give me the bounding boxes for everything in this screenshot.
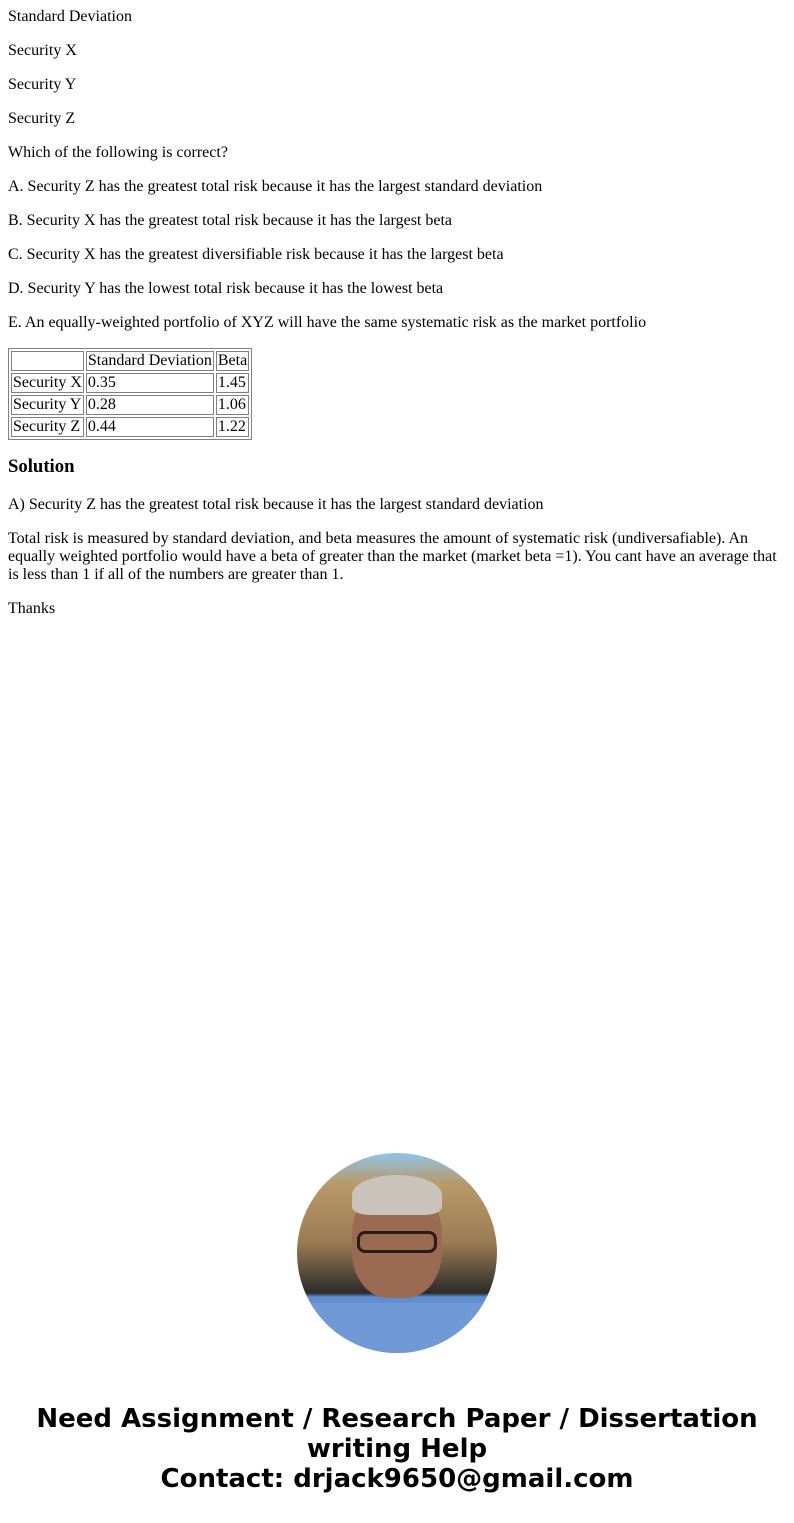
author-photo [297,1153,497,1353]
option-e: E. An equally-weighted portfolio of XYZ will have the same systematic risk as the market portfolio [8,314,647,331]
question-line: Security X [8,42,77,59]
table-cell: 1.06 [216,395,249,415]
solution-heading: Solution [8,456,75,477]
table-cell: 1.45 [216,373,249,393]
option-d: D. Security Y has the lowest total risk because it has the lowest beta [8,280,444,297]
header-cell [11,351,84,371]
footer-line: writing Help [306,1434,488,1464]
photo-shirt [297,1303,497,1353]
table-cell: Security Z [11,417,84,437]
solution-answer: A) Security Z has the greatest total risk because it has the largest standard deviation [8,496,544,513]
photo-hair [352,1175,442,1215]
table-cell: Security Y [11,395,84,415]
table-row [11,373,249,393]
question-line: Security Z [8,110,76,127]
question-prompt: Which of the following is correct? [8,144,228,161]
solution-explanation: Total risk is measured by standard deviation, and beta measures the amount of systematic risk (undiversafiable). An equally weighted portfolio would have a beta of greater than the market (market beta =1). You cant have an average that is less than 1 if all of the numbers are greater than 1. [8,530,777,583]
table-cell: 1.22 [216,417,249,437]
photo-glasses [357,1231,437,1253]
header-cell: Standard Deviation [87,352,212,369]
footer-line: Need Assignment / Research Paper / Dissertation [36,1404,758,1434]
option-b: B. Security X has the greatest total risk because it has the largest beta [8,212,453,229]
table-header-row [11,351,249,371]
option-c: C. Security X has the greatest diversifiable risk because it has the largest beta [8,246,504,263]
solution-thanks: Thanks [8,600,56,617]
table-cell: 0.35 [86,373,214,393]
contact-footer [0,1404,794,1494]
table-row [11,417,249,437]
header-cell: Beta [217,352,248,369]
securities-table [8,348,252,440]
table-row [11,395,249,415]
question-line: Standard Deviation [8,8,132,25]
document [0,0,794,618]
footer-contact: Contact: drjack9650@gmail.com [160,1464,634,1494]
question-line: Security Y [8,76,77,93]
table-cell: Security X [13,374,82,391]
option-a: A. Security Z has the greatest total risk because it has the largest standard deviation [8,178,543,195]
table-cell: 0.44 [86,417,214,437]
table-cell: 0.28 [86,395,214,415]
